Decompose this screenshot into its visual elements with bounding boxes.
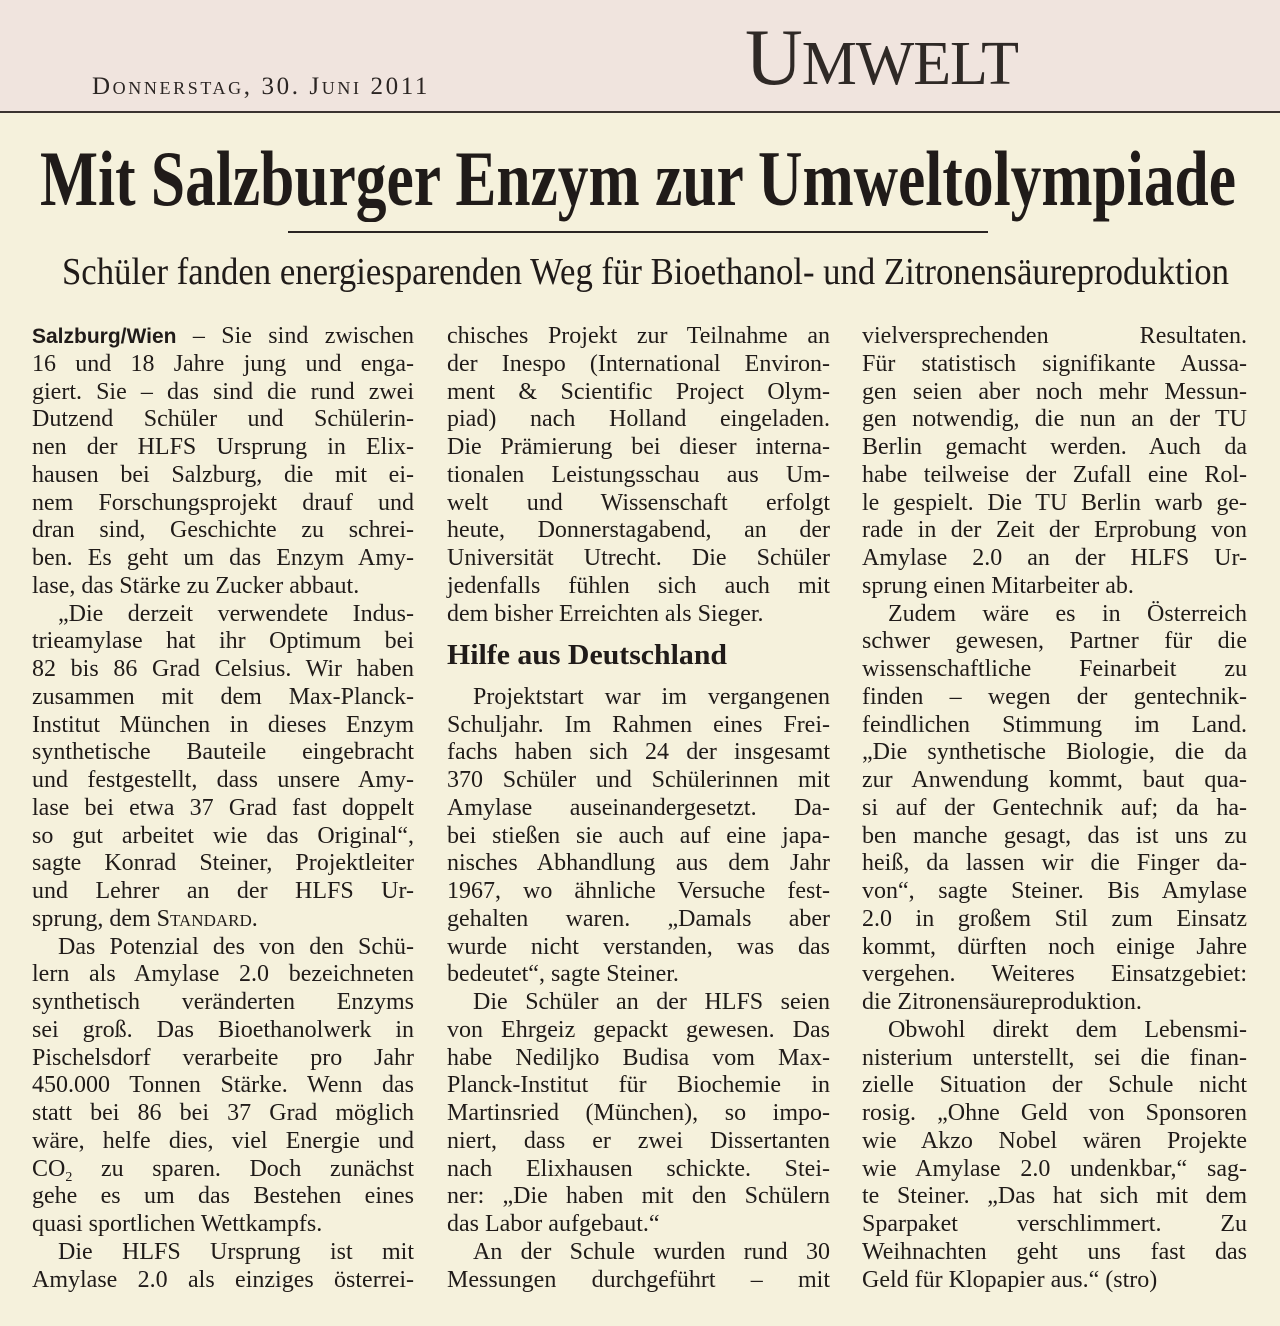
article-text-line [447,906,830,934]
line-text: sprung einen Mitarbeiter ab. [862,572,1134,599]
line-text: rosig. „Ohne Geld von Sponsoren [862,1100,1247,1126]
line-text: dran sind, Geschichte zu schrei- [32,517,414,544]
line-text: nach Elixhausen schickte. Stei- [447,1155,830,1182]
article-paragraph [447,1239,830,1295]
line-text: synthetisch veränderten Enzyms [32,989,414,1015]
article-text-line [862,628,1247,656]
line-text: quasi sportlichen Wettkampfs. [32,1211,323,1237]
line-text: Für statistisch signifikante Aussa- [862,350,1247,377]
article-paragraph [447,323,830,628]
article-text-line [862,601,1247,629]
line-text: te Steiner. „Das hat sich mit dem [862,1183,1247,1210]
article-text-line [862,517,1247,545]
article-text-line [862,1072,1247,1100]
article-text-line [32,934,414,962]
article-text-line [32,906,414,934]
line-text: giert. Sie – das sind die rund zwei [32,378,414,405]
article-text-line [32,795,414,823]
article-text-line [447,989,830,1017]
section-title: UMWELT [745,14,1018,102]
line-text: 82 bis 86 Grad Celsius. Wir haben [32,656,414,682]
line-text: jedenfalls fühlen sich auch mit [447,572,830,599]
article-column-2 [447,323,830,1294]
line-text: piad) nach Holland eingeladen. [447,406,830,433]
article-text-line [32,878,414,906]
line-text: Geld für Klopapier aus.“ (stro) [862,1266,1158,1293]
article-text-line [862,712,1247,740]
line-text: gehalten waren. „Damals aber [447,905,830,932]
article-text-line [32,573,414,601]
article-text-line [862,934,1247,962]
line-text: Planck-Institut für Biochemie in [447,1072,830,1099]
article-column-1 [32,323,414,1294]
line-text: und festgestellt, dass unsere Amy- [32,767,414,793]
line-text: An der Schule wurden rund 30 [473,1238,830,1265]
headline: Mit Salzburger Enzym zur Umweltolympiade [40,135,1236,222]
line-text: nem Forschungsprojekt drauf und [32,489,414,516]
article-text-line [447,1211,830,1239]
article-text-line [447,823,830,851]
article-paragraph [32,323,414,601]
line-text: wissenschaftliche Feinarbeit zu [862,656,1247,682]
article-text-line [862,739,1247,767]
article-text-line [447,934,830,962]
line-text: Institut München in dieses Enzym [32,711,414,738]
issue-date: Donnerstag, 30. Juni 2011 [92,73,430,100]
line-text: wie Amylase 2.0 undenkbar,“ sag- [862,1155,1247,1182]
dateline: Salzburg/Wien [32,325,177,348]
line-text: niert, dass er zwei Dissertanten [447,1127,830,1154]
line-text: ner: „Die haben mit den Schülern [447,1183,830,1210]
article-text-line [862,1239,1247,1267]
article-text-line [862,434,1247,462]
section-subheading-text: Hilfe aus Deutschland [447,640,727,672]
article-text-line [862,323,1247,351]
article-text-line [862,1183,1247,1211]
line-text: lern als Amylase 2.0 bezeichneten [32,961,414,988]
article-text-line [32,434,414,462]
article-text-line [32,1239,414,1267]
line-text: hausen bei Salzburg, die mit ei- [32,461,414,488]
line-text: Berlin gemacht werden. Auch da [862,434,1247,460]
article-text-line [32,517,414,545]
article-text-line [32,1128,414,1156]
article-text-line [32,739,414,767]
line-text: zielle Situation der Schule nicht [862,1072,1247,1099]
line-text: Amylase 2.0 als einziges österrei- [32,1266,414,1293]
article-text-line [447,712,830,740]
article-text-line [862,823,1247,851]
line-text: Amylase auseinandergesetzt. Da- [447,794,830,821]
article-paragraph [447,684,830,989]
article-text-line [862,490,1247,518]
article-text-line [862,406,1247,434]
article-text-line [447,1267,830,1295]
line-text: „Die derzeit verwendete Indus- [58,600,414,627]
article-text-line [862,795,1247,823]
line-text: Sparpaket verschlimmert. Zu [862,1211,1247,1237]
line-text: die Zitronensäureproduktion. [862,989,1142,1015]
text-fragment: sprung, dem [32,905,157,932]
line-text: und Lehrer an der HLFS Ur- [32,878,414,904]
line-text: nisterium unterstellt, sei die finan- [862,1044,1247,1071]
article-text-line [447,684,830,712]
line-text: feindlichen Stimmung im Land. [862,711,1247,738]
line-text: habe teilweise der Zufall eine Rol- [862,461,1247,488]
headline-rule [288,231,988,233]
article-paragraph [862,323,1247,601]
article-text-line [862,1128,1247,1156]
line-text: heute, Donnerstagabend, an der [447,517,830,544]
line-text: gen notwendig, die nun an der TU [862,406,1247,433]
article-text-line [862,767,1247,795]
line-text: habe Nediljko Budisa vom Max- [447,1044,830,1071]
subheadline: Schüler fanden energiesparenden Weg für Bioethanol- und Zitronensäureproduktion [62,251,1229,293]
article-text-line [32,601,414,629]
line-text: der Inespo (International Environ- [447,350,830,377]
article-text-line [32,1017,414,1045]
article-text-line [862,906,1247,934]
article-text-line [32,961,414,989]
line-text: lase, das Stärke zu Zucker abbaut. [32,572,360,599]
article-text-line [32,1100,414,1128]
line-text: Weihnachten geht uns fast das [862,1238,1247,1265]
article-paragraph [32,934,414,1239]
article-text-line [447,1100,830,1128]
article-text-line [447,434,830,462]
text-fragment: . [251,905,258,932]
line-text: sei groß. Das Bioethanolwerk in [32,1016,414,1043]
line-text: Martinsried (München), so impo- [447,1100,830,1126]
article-text-line [447,878,830,906]
line-text: Das Potenzial des von den Schü- [58,933,414,960]
article-text-line [447,1183,830,1211]
article-text-line [32,684,414,712]
article-text-line [32,351,414,379]
line-text: gen seien aber noch mehr Messun- [862,378,1247,405]
article-text-line [447,767,830,795]
article-text-line [32,628,414,656]
line-text: von Ehrgeiz gepackt gewesen. Das [447,1016,830,1043]
line-text: Die Schüler an der HLFS seien [473,989,830,1015]
article-text-line [447,961,830,989]
article-text-line [862,1017,1247,1045]
line-text: lase bei etwa 37 Grad fast doppelt [32,794,414,821]
article-text-line [447,323,830,351]
line-text: finden – wegen der gentechnik- [862,683,1247,710]
line-text: Obwohl direkt dem Lebensmi- [888,1016,1247,1043]
line-text: nen der HLFS Ursprung in Elix- [32,434,414,460]
section-subheading [447,628,830,684]
article-text-line [447,1017,830,1045]
article-text-line [862,961,1247,989]
line-text: sagte Konrad Steiner, Projektleiter [32,850,414,877]
article-text-line [32,767,414,795]
article-text-line [32,656,414,684]
line-text [32,906,258,934]
article-text-line [32,462,414,490]
line-text: schwer gewesen, Partner für die [862,628,1247,655]
line-text: Zudem wäre es in Österreich [888,600,1247,627]
article-text-line [32,1156,414,1184]
article-paragraph [32,1239,414,1295]
line-text: trieamylase hat ihr Optimum bei [32,628,414,655]
line-text: fachs haben sich 24 der insgesamt [447,739,830,766]
article-paragraph [32,601,414,934]
article-text-line [447,379,830,407]
line-text: 450.000 Tonnen Stärke. Wenn das [32,1072,414,1099]
line-text: heiß, da lassen wir die Finger da- [862,850,1247,877]
article-text-line [447,1156,830,1184]
article-text-line [862,684,1247,712]
line-text: Die Prämierung bei dieser interna- [447,434,830,460]
article-paragraph [447,989,830,1239]
line-text: Universität Utrecht. Die Schüler [447,545,830,571]
article-text-line [32,1072,414,1100]
line-text: chisches Projekt zur Teilnahme an [447,323,830,349]
article-text-line [32,1045,414,1073]
article-text-line [447,1045,830,1073]
line-text: statt bei 86 bei 37 Grad möglich [32,1100,414,1126]
line-text: wäre, helfe dies, viel Energie und [32,1127,414,1154]
masthead-rule [0,111,1280,113]
small-caps-text: Standard [156,905,252,932]
line-text: ben. Es geht um das Enzym Amy- [32,545,414,571]
article-text-line [32,379,414,407]
text-fragment: CO [32,1155,66,1182]
line-text: welt und Wissenschaft erfolgt [447,489,830,516]
article-text-line [862,379,1247,407]
line-text: Amylase 2.0 an der HLFS Ur- [862,545,1247,571]
line-text: Pischelsdorf verarbeite pro Jahr [32,1044,414,1071]
line-text: 370 Schüler und Schülerinnen mit [447,767,830,793]
line-text: vielversprechenden Resultaten. [862,323,1247,349]
line-text: 16 und 18 Jahre jung und enga- [32,350,414,377]
article-text-line [862,1045,1247,1073]
article-text-line [862,1211,1247,1239]
line-text [32,1156,414,1184]
article-paragraph [862,601,1247,1017]
line-text: wie Akzo Nobel wären Projekte [862,1127,1247,1154]
article-text-line [447,406,830,434]
line-text: Die HLFS Ursprung ist mit [58,1238,414,1265]
article-text-line [862,462,1247,490]
line-text: ben manche gesagt, das ist uns zu [862,822,1247,849]
article-text-line [447,1072,830,1100]
line-text: nisches Abhandlung aus dem Jahr [447,850,830,877]
line-text: synthetische Bauteile eingebracht [32,739,414,766]
article-text-line [32,712,414,740]
article-text-line [447,601,830,629]
article-text-line [32,1211,414,1239]
article-text-line [862,656,1247,684]
line-text: kommt, dürften noch einige Jahre [862,933,1247,960]
article-text-line [447,462,830,490]
line-text: von“, sagte Steiner. Bis Amylase [862,878,1247,904]
line-text: zusammen mit dem Max-Planck- [32,683,414,710]
article-text-line [862,1267,1247,1295]
article-text-line [862,351,1247,379]
article-text-line [447,795,830,823]
article-text-line [862,989,1247,1017]
article-text-line [32,490,414,518]
line-text: so gut arbeitet wie das Original“, [32,822,414,849]
line-text: vergehen. Weiteres Einsatzgebiet: [862,961,1247,988]
article-text-line [447,850,830,878]
article-text-line [32,850,414,878]
article-text-line [32,1267,414,1295]
article-column-3 [862,323,1247,1294]
article-text-line [862,878,1247,906]
line-text: Messungen durchgeführt – mit [447,1266,830,1293]
line-text: 2.0 in großem Stil zum Einsatz [862,905,1247,932]
text-fragment: – Sie sind zwischen [176,323,414,349]
line-text: rade in der Zeit der Erprobung von [862,517,1247,544]
article-text-line [862,1156,1247,1184]
text-fragment: zu sparen. Doch zunächst [72,1155,414,1182]
line-text: bei stießen sie auch auf eine japa- [447,822,830,849]
subscript-text: 2 [65,1169,73,1185]
article-text-line [862,573,1247,601]
article-text-line [862,545,1247,573]
article-text-line [862,1100,1247,1128]
article-text-line [32,989,414,1017]
article-text-line [447,739,830,767]
line-text: bedeutet“, sagte Steiner. [447,961,679,988]
article-text-line [862,850,1247,878]
article-text-line [32,545,414,573]
line-text: Dutzend Schüler und Schülerin- [32,406,414,433]
article-text-line [32,1183,414,1211]
line-text: tionalen Leistungsschau aus Um- [447,461,830,488]
line-text: wurde nicht verstanden, was das [447,933,830,960]
line-text: gehe es um das Bestehen eines [32,1183,414,1210]
line-text: zur Anwendung kommt, baut qua- [862,767,1247,793]
line-text: si auf der Gentechnik auf; da ha- [862,794,1247,821]
article-text-line [447,490,830,518]
article-text-line [447,517,830,545]
article-text-line [447,573,830,601]
line-text: Projektstart war im vergangenen [473,683,830,710]
line-text: „Die synthetische Biologie, die da [862,739,1247,766]
line-text: ment & Scientific Project Olym- [447,378,830,405]
article-text-line [32,823,414,851]
article-text-line [447,545,830,573]
line-text: das Labor aufgebaut.“ [447,1211,660,1237]
line-text: 1967, wo ähnliche Versuche fest- [447,878,830,904]
article-paragraph [862,1017,1247,1295]
article-text-line [447,1128,830,1156]
article-text-line [32,323,414,351]
line-text: Schuljahr. Im Rahmen eines Frei- [447,711,830,738]
article-text-line [447,351,830,379]
article-text-line [447,1239,830,1267]
line-text [32,323,414,351]
line-text: dem bisher Erreichten als Sieger. [447,600,764,627]
line-text: le gespielt. Die TU Berlin warb ge- [862,489,1247,516]
article-text-line [32,406,414,434]
